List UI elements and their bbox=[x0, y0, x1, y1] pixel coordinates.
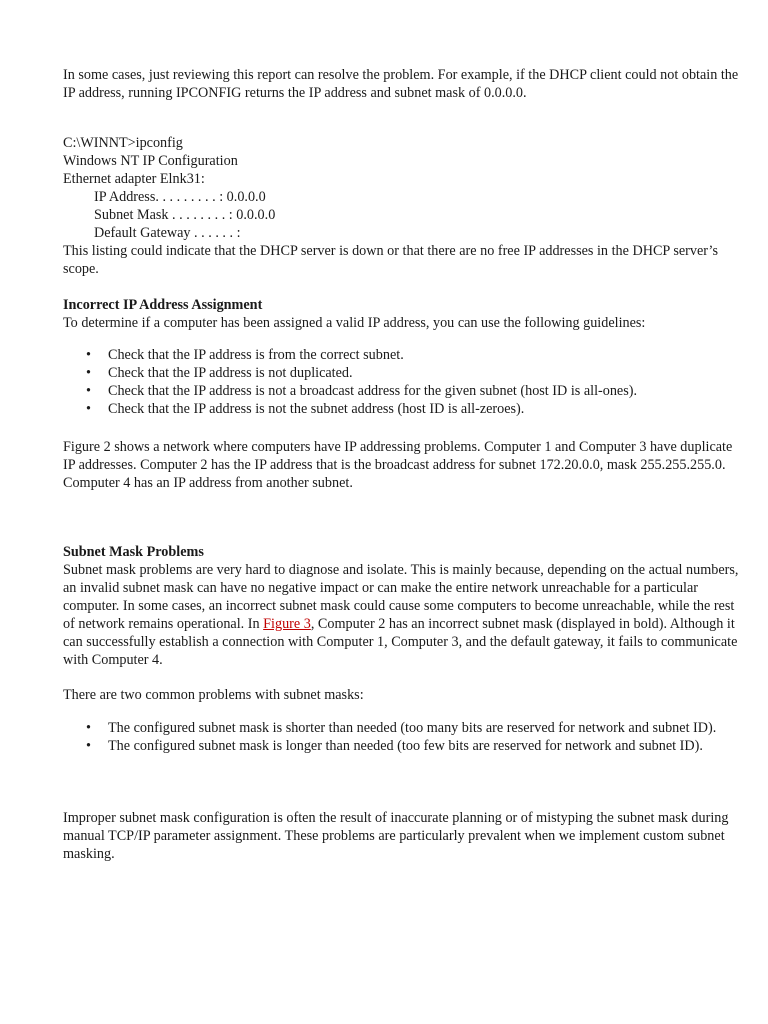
intro-paragraph: In some cases, just reviewing this report can resolve the problem. For example, if the DHCP client could not obtain the IP address, running IPCONFIG returns the IP address and subnet mask of 0.0.0.0. bbox=[63, 67, 739, 101]
console-adapter: Ethernet adapter Elnk31: bbox=[63, 171, 205, 187]
console-default-gateway: Default Gateway . . . . . . : bbox=[94, 225, 241, 241]
subnet-mask-text-before-link: Subnet mask problems are very hard to diagnose and isolate. This is mainly because, depending on the actual numbers, an invalid subnet mask can have no negative impact or can make the entire network unreachable for a particular computer. In some cases, an incorrect subnet mask could cause some computers to become unreachable, while the rest of network remains operational. In bbox=[63, 562, 739, 632]
list-item: • Check that the IP address is not duplicated. bbox=[63, 364, 743, 382]
section-heading-subnet-mask: Subnet Mask Problems bbox=[63, 544, 204, 560]
console-prompt: C:\WINNT>ipconfig bbox=[63, 135, 183, 151]
figure3-link[interactable]: Figure 3 bbox=[263, 616, 311, 632]
console-subnet-mask: Subnet Mask . . . . . . . . : 0.0.0.0 bbox=[94, 207, 276, 223]
subnet-mask-paragraph bbox=[63, 561, 743, 669]
guidelines-intro: To determine if a computer has been assigned a valid IP address, you can use the following guidelines: bbox=[63, 315, 646, 331]
list-item: • The configured subnet mask is shorter than needed (too many bits are reserved for network and subnet ID). bbox=[63, 719, 743, 737]
figure2-paragraph: Figure 2 shows a network where computers have IP addressing problems. Computer 1 and Computer 3 have duplicate IP addresses. Computer 2 has the IP address that is the broadcast address for subnet 172.20.0.0, mask 255.255.255.0. Computer 4 has an IP address from another subnet. bbox=[63, 439, 733, 491]
list-item: • Check that the IP address is not a broadcast address for the given subnet (host ID is all-ones). bbox=[63, 382, 743, 400]
list-item: • Check that the IP address is not the subnet address (host ID is all-zeroes). bbox=[63, 400, 743, 418]
section-heading-ip-assignment: Incorrect IP Address Assignment bbox=[63, 297, 263, 313]
subnet-mask-text-after-link: , Computer 2 has an incorrect subnet mask (displayed in bold). Although it can successfully establish a connection with Computer 1, Computer 3, and the default gateway, it fails to communicate with Computer 4. bbox=[63, 616, 738, 668]
list-item: • The configured subnet mask is longer than needed (too few bits are reserved for network and subnet ID). bbox=[63, 737, 743, 755]
subnet-problems-list bbox=[63, 719, 743, 755]
list-item: • Check that the IP address is from the correct subnet. bbox=[63, 346, 743, 364]
listing-note-paragraph: This listing could indicate that the DHCP server is down or that there are no free IP addresses in the DHCP server’s scope. bbox=[63, 243, 718, 277]
closing-paragraph: Improper subnet mask configuration is often the result of inaccurate planning or of mistyping the subnet mask during manual TCP/IP parameter assignment. These problems are particularly prevalent when we implement custom subnet masking. bbox=[63, 810, 729, 862]
common-problems-intro: There are two common problems with subnet masks: bbox=[63, 687, 364, 703]
console-title: Windows NT IP Configuration bbox=[63, 153, 238, 169]
console-ip-address: IP Address. . . . . . . . . : 0.0.0.0 bbox=[94, 189, 266, 205]
guidelines-list bbox=[63, 346, 743, 418]
